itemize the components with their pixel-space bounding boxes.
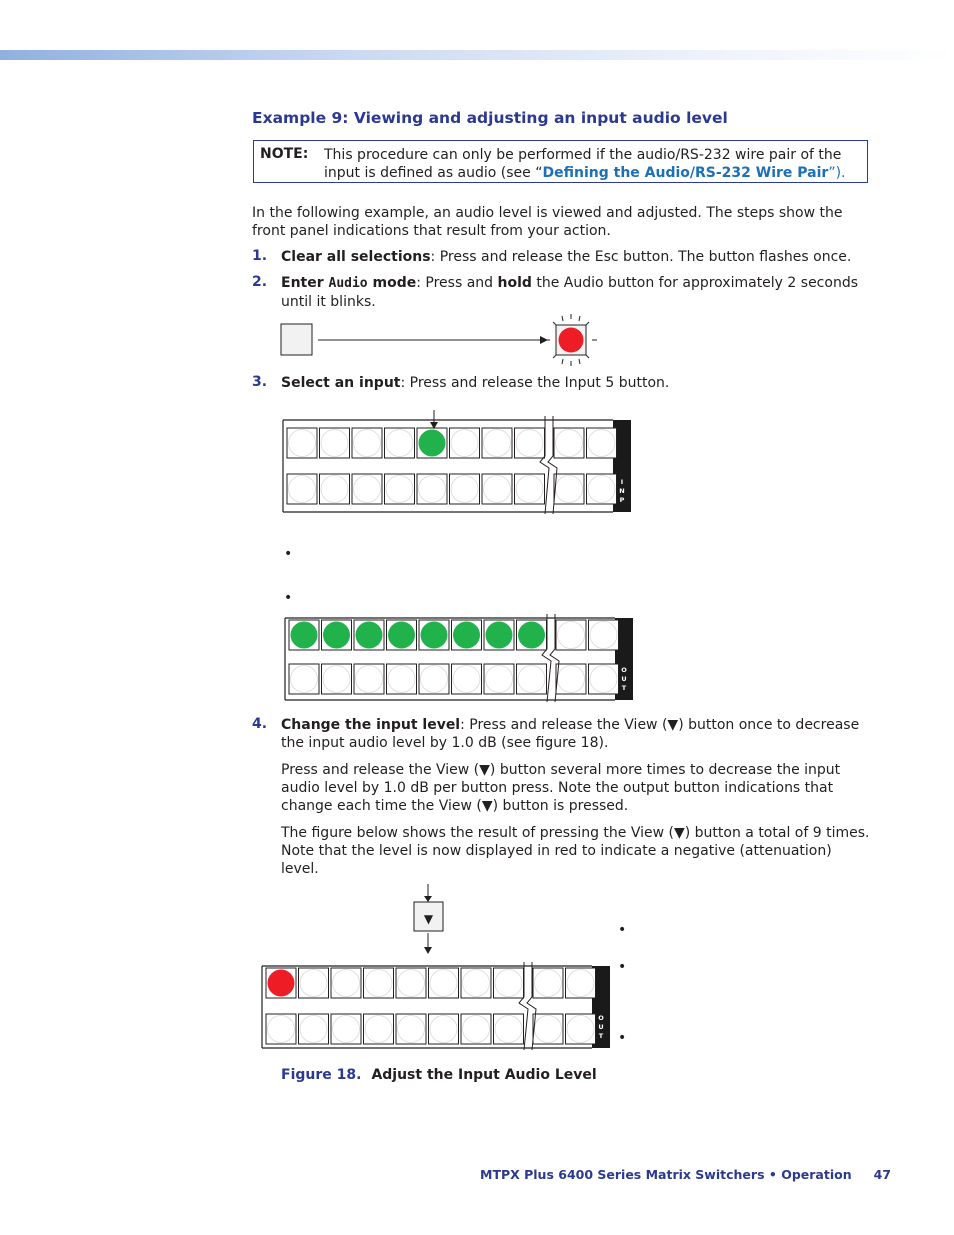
bullet-4: • bbox=[618, 959, 627, 975]
panel-button bbox=[331, 1014, 361, 1044]
panel-button bbox=[419, 664, 449, 694]
output-panel bbox=[285, 608, 637, 704]
lit-led bbox=[323, 622, 350, 649]
panel-button bbox=[589, 664, 619, 694]
panel-letter: P bbox=[619, 496, 625, 504]
page-header-bar bbox=[0, 50, 954, 60]
bullet-2: • bbox=[284, 590, 293, 606]
panel-button bbox=[287, 428, 317, 458]
panel-button bbox=[554, 474, 584, 504]
panel-letter: U bbox=[621, 675, 627, 683]
panel-letter: O bbox=[598, 1014, 604, 1022]
lit-led bbox=[421, 622, 448, 649]
bullet-5: • bbox=[618, 1030, 627, 1046]
step-2-title-a: Enter bbox=[281, 275, 329, 291]
panel-button bbox=[587, 428, 617, 458]
panel-letter: T bbox=[598, 1032, 604, 1040]
panel-button bbox=[556, 620, 586, 650]
panel-button bbox=[385, 428, 415, 458]
view-button-diagram bbox=[405, 880, 455, 960]
down-arrow-icon: ▼ bbox=[423, 912, 434, 926]
panel-button bbox=[517, 664, 547, 694]
note-text bbox=[324, 146, 864, 182]
step-4-paragraph-3: The figure below shows the result of pressing the View (▼) button a total of 9 times. Note that the level is now displayed in red to indicate a negative (attenuation) level. bbox=[281, 825, 870, 877]
panel-button bbox=[515, 474, 545, 504]
step-2-text-a: : Press and bbox=[416, 275, 498, 291]
lit-led bbox=[268, 970, 295, 997]
step-2-title-b: mode bbox=[367, 275, 417, 291]
lit-led bbox=[486, 622, 513, 649]
panel-letter: I bbox=[620, 478, 624, 486]
panel-button bbox=[396, 968, 426, 998]
panel-button bbox=[515, 428, 545, 458]
panel-button bbox=[320, 474, 350, 504]
panel-button bbox=[429, 1014, 459, 1044]
panel-button bbox=[494, 968, 524, 998]
panel-button bbox=[331, 968, 361, 998]
panel-button bbox=[322, 664, 352, 694]
panel-letter: N bbox=[619, 487, 625, 495]
panel-button bbox=[494, 1014, 524, 1044]
note-link[interactable]: Defining the Audio/RS-232 Wire Pair bbox=[542, 165, 829, 181]
panel-button bbox=[417, 474, 447, 504]
step-3-number: 3. bbox=[252, 374, 268, 390]
bullet-1: • bbox=[284, 546, 293, 562]
step-1-text: : Press and release the Esc button. The button flashes once. bbox=[430, 249, 852, 265]
step-3-text: : Press and release the Input 5 button. bbox=[400, 375, 670, 391]
panel-button bbox=[364, 1014, 394, 1044]
panel-button bbox=[266, 1014, 296, 1044]
panel-letter: U bbox=[598, 1023, 604, 1031]
footer-text: MTPX Plus 6400 Series Matrix Switchers • Operation bbox=[480, 1167, 852, 1182]
input-panel bbox=[283, 410, 635, 516]
lit-led bbox=[419, 430, 446, 457]
panel-letter: T bbox=[621, 684, 627, 692]
lit-led bbox=[356, 622, 383, 649]
panel-button bbox=[450, 428, 480, 458]
red-led bbox=[559, 328, 584, 353]
arrow-out-head bbox=[424, 947, 432, 954]
arrow-in-head bbox=[424, 896, 432, 902]
panel-button bbox=[482, 428, 512, 458]
bullet-3: • bbox=[618, 922, 627, 938]
note-tail: ”). bbox=[828, 165, 846, 181]
page-footer bbox=[480, 1167, 891, 1182]
step-4-paragraph-2: Press and release the View (▼) button several more times to decrease the input audio level by 1.0 dB per button press. Note the output button indications that change each time the View (▼) button is pressed. bbox=[281, 762, 841, 814]
step-3-title: Select an input bbox=[281, 375, 401, 391]
step-1-title: Clear all selections bbox=[281, 249, 431, 265]
panel-button bbox=[533, 968, 563, 998]
panel-button bbox=[287, 474, 317, 504]
step-1-number: 1. bbox=[252, 248, 268, 264]
panel-button bbox=[461, 1014, 491, 1044]
panel-button bbox=[556, 664, 586, 694]
panel-button bbox=[289, 664, 319, 694]
note-box bbox=[253, 140, 868, 183]
step-4-number: 4. bbox=[252, 716, 268, 732]
panel-button bbox=[396, 1014, 426, 1044]
panel-button bbox=[364, 968, 394, 998]
panel-button bbox=[461, 968, 491, 998]
step-3 bbox=[281, 374, 871, 392]
output-panel-attenuated bbox=[262, 956, 614, 1052]
section-heading: Example 9: Viewing and adjusting an input audio level bbox=[252, 109, 728, 127]
panel-button bbox=[452, 664, 482, 694]
panel-button bbox=[320, 428, 350, 458]
lit-led bbox=[388, 622, 415, 649]
panel-button bbox=[450, 474, 480, 504]
audio-button-unlit bbox=[281, 324, 312, 355]
intro-paragraph: In the following example, an audio level is viewed and adjusted. The steps show the front panel indications that result from your action. bbox=[252, 205, 843, 239]
step-2-number: 2. bbox=[252, 274, 268, 290]
panel-button bbox=[554, 428, 584, 458]
note-body: This procedure can only be performed if the audio/RS-232 wire pair of the input is defined as audio (see “ bbox=[324, 147, 842, 181]
panel-button bbox=[352, 474, 382, 504]
figure-title: Adjust the Input Audio Level bbox=[371, 1067, 597, 1083]
panel-button bbox=[352, 428, 382, 458]
step-4-text: : Press and release the View (▼) button once to decrease the input audio level by 1.0 dB (see figure 18). bbox=[281, 717, 860, 751]
panel-letter: O bbox=[621, 666, 627, 674]
panel-button bbox=[589, 620, 619, 650]
step-4 bbox=[281, 716, 871, 752]
panel-button bbox=[429, 968, 459, 998]
note-label: NOTE: bbox=[260, 146, 309, 162]
panel-button bbox=[387, 664, 417, 694]
audio-button-diagram bbox=[270, 312, 610, 368]
step-2 bbox=[281, 274, 873, 311]
panel-button bbox=[385, 474, 415, 504]
panel-button bbox=[484, 664, 514, 694]
step-2-text-b: the Audio button for approximately 2 seconds until it blinks. bbox=[281, 275, 859, 310]
lit-led bbox=[291, 622, 318, 649]
step-2-title-mono: Audio bbox=[328, 276, 368, 291]
step-2-hold: hold bbox=[497, 275, 532, 291]
panel-button bbox=[354, 664, 384, 694]
panel-button bbox=[482, 474, 512, 504]
lit-led bbox=[453, 622, 480, 649]
step-1 bbox=[281, 248, 871, 266]
panel-button bbox=[533, 1014, 563, 1044]
lit-led bbox=[518, 622, 545, 649]
panel-button bbox=[587, 474, 617, 504]
figure-label: Figure 18. bbox=[281, 1067, 362, 1083]
panel-button bbox=[566, 968, 596, 998]
figure-caption bbox=[281, 1067, 597, 1083]
panel-button bbox=[566, 1014, 596, 1044]
panel-button bbox=[299, 1014, 329, 1044]
panel-button bbox=[299, 968, 329, 998]
page-number: 47 bbox=[873, 1167, 892, 1182]
step-4-title: Change the input level bbox=[281, 717, 461, 733]
